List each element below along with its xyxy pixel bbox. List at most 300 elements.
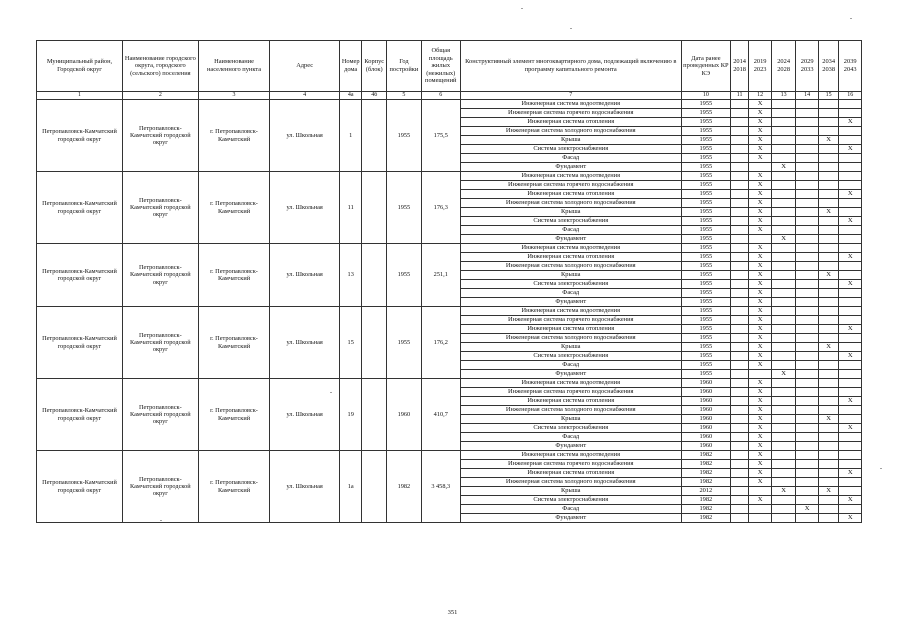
- cell-period-mark: [771, 262, 796, 271]
- cell-period-mark: X: [749, 397, 772, 406]
- cell-period-mark: [818, 289, 838, 298]
- cell-date-kr: 2012: [681, 487, 730, 496]
- scan-speck: [570, 28, 572, 29]
- cell-locality: г. Петропавловск-Камчатский: [198, 307, 270, 379]
- cell-date-kr: 1960: [681, 388, 730, 397]
- cell-period-mark: [796, 451, 819, 460]
- cell-period-mark: [771, 415, 796, 424]
- cell-element: Инженерная система водоотведения: [460, 100, 681, 109]
- cell-period-mark: X: [749, 271, 772, 280]
- cell-period-mark: X: [818, 415, 838, 424]
- cell-date-kr: 1955: [681, 190, 730, 199]
- cell-period-mark: [796, 217, 819, 226]
- cell-area: 175,5: [421, 100, 460, 172]
- cell-period-mark: [818, 262, 838, 271]
- cell-period-mark: [818, 388, 838, 397]
- table-row: [37, 244, 862, 253]
- cell-period-mark: [771, 145, 796, 154]
- cell-period-mark: X: [839, 190, 862, 199]
- cell-locality: г. Петропавловск-Камчатский: [198, 379, 270, 451]
- cell-period-mark: [839, 307, 862, 316]
- header-area: Общая площадь жилых (нежилых) помещений: [421, 41, 460, 92]
- cell-element: Инженерная система холодного водоснабжения: [460, 406, 681, 415]
- cell-date-kr: 1960: [681, 406, 730, 415]
- cell-period-mark: [818, 127, 838, 136]
- cell-year-built: 1955: [387, 100, 422, 172]
- cell-period-mark: [771, 154, 796, 163]
- cell-house-number: 15: [339, 307, 362, 379]
- cell-period-mark: [839, 379, 862, 388]
- cell-municipal: Петропавловск-Камчатский городской округ: [37, 244, 123, 307]
- table-row: [37, 100, 862, 109]
- cell-period-mark: [749, 235, 772, 244]
- cell-period-mark: [771, 397, 796, 406]
- column-number-row: [37, 92, 862, 100]
- cell-period-mark: [796, 370, 819, 379]
- cell-date-kr: 1955: [681, 298, 730, 307]
- cell-period-mark: X: [749, 469, 772, 478]
- cell-period-mark: [730, 361, 748, 370]
- cell-element: Крыша: [460, 208, 681, 217]
- cell-period-mark: [796, 424, 819, 433]
- cell-locality: г. Петропавловск-Камчатский: [198, 100, 270, 172]
- cell-period-mark: X: [818, 271, 838, 280]
- cell-period-mark: X: [749, 217, 772, 226]
- cell-period-mark: X: [818, 487, 838, 496]
- cell-date-kr: 1955: [681, 208, 730, 217]
- cell-element: Крыша: [460, 415, 681, 424]
- cell-element: Фасад: [460, 361, 681, 370]
- cell-element: Инженерная система водоотведения: [460, 379, 681, 388]
- column-number: 1: [37, 92, 123, 100]
- cell-period-mark: [818, 352, 838, 361]
- cell-element: Фундамент: [460, 163, 681, 172]
- cell-element: Фундамент: [460, 298, 681, 307]
- cell-period-mark: [839, 100, 862, 109]
- cell-settlement: Петропавловск-Камчатский городской округ: [122, 379, 198, 451]
- cell-period-mark: [730, 235, 748, 244]
- scan-speck: [521, 8, 523, 9]
- cell-date-kr: 1955: [681, 316, 730, 325]
- cell-settlement: Петропавловск-Камчатский городской округ: [122, 244, 198, 307]
- cell-element: Инженерная система отопления: [460, 253, 681, 262]
- column-number: 2: [122, 92, 198, 100]
- cell-date-kr: 1955: [681, 289, 730, 298]
- cell-period-mark: [818, 109, 838, 118]
- cell-element: Инженерная система горячего водоснабжения: [460, 460, 681, 469]
- header-period-2024: 2024 2028: [771, 41, 796, 92]
- cell-period-mark: [771, 298, 796, 307]
- cell-period-mark: X: [749, 316, 772, 325]
- cell-period-mark: [839, 442, 862, 451]
- cell-period-mark: [796, 262, 819, 271]
- cell-period-mark: [796, 325, 819, 334]
- cell-area: 176,3: [421, 172, 460, 244]
- cell-year-built: 1955: [387, 307, 422, 379]
- cell-period-mark: [796, 352, 819, 361]
- cell-period-mark: X: [749, 325, 772, 334]
- cell-period-mark: [839, 271, 862, 280]
- cell-period-mark: [730, 352, 748, 361]
- cell-period-mark: [771, 451, 796, 460]
- cell-period-mark: [839, 298, 862, 307]
- header-municipal: Муниципальный район, Городской округ: [37, 41, 123, 92]
- cell-period-mark: X: [818, 343, 838, 352]
- cell-period-mark: [771, 460, 796, 469]
- cell-period-mark: [839, 343, 862, 352]
- cell-period-mark: X: [749, 208, 772, 217]
- cell-period-mark: X: [771, 235, 796, 244]
- cell-period-mark: [818, 379, 838, 388]
- cell-element: Фасад: [460, 505, 681, 514]
- cell-date-kr: 1982: [681, 514, 730, 523]
- cell-period-mark: [771, 289, 796, 298]
- cell-period-mark: [771, 244, 796, 253]
- cell-house-number: 19: [339, 379, 362, 451]
- cell-date-kr: 1955: [681, 154, 730, 163]
- cell-period-mark: [839, 406, 862, 415]
- cell-period-mark: [839, 163, 862, 172]
- cell-settlement: Петропавловск-Камчатский городской округ: [122, 172, 198, 244]
- cell-period-mark: X: [749, 334, 772, 343]
- cell-period-mark: [839, 334, 862, 343]
- column-number: 10: [681, 92, 730, 100]
- cell-date-kr: 1955: [681, 163, 730, 172]
- cell-period-mark: [818, 478, 838, 487]
- cell-period-mark: [771, 478, 796, 487]
- cell-period-mark: X: [749, 352, 772, 361]
- cell-period-mark: X: [839, 145, 862, 154]
- cell-period-mark: X: [749, 496, 772, 505]
- cell-date-kr: 1955: [681, 253, 730, 262]
- cell-date-kr: 1960: [681, 397, 730, 406]
- cell-municipal: Петропавловск-Камчатский городской округ: [37, 172, 123, 244]
- cell-element: Система электроснабжения: [460, 217, 681, 226]
- cell-period-mark: [771, 379, 796, 388]
- cell-element: Инженерная система отопления: [460, 190, 681, 199]
- cell-period-mark: [730, 433, 748, 442]
- cell-period-mark: [818, 100, 838, 109]
- cell-element: Крыша: [460, 487, 681, 496]
- cell-element: Фасад: [460, 289, 681, 298]
- cell-period-mark: [730, 343, 748, 352]
- cell-element: Инженерная система отопления: [460, 118, 681, 127]
- header-settlement: Наименование городского округа, городского (сельского) поселения: [122, 41, 198, 92]
- cell-period-mark: [771, 433, 796, 442]
- cell-period-mark: X: [749, 127, 772, 136]
- cell-period-mark: [818, 235, 838, 244]
- cell-period-mark: X: [749, 280, 772, 289]
- cell-year-built: 1955: [387, 244, 422, 307]
- cell-period-mark: [796, 289, 819, 298]
- cell-period-mark: X: [749, 100, 772, 109]
- cell-period-mark: [730, 460, 748, 469]
- cell-period-mark: [818, 361, 838, 370]
- cell-date-kr: 1955: [681, 343, 730, 352]
- cell-period-mark: [796, 118, 819, 127]
- cell-date-kr: 1955: [681, 118, 730, 127]
- cell-period-mark: X: [749, 406, 772, 415]
- cell-period-mark: [818, 172, 838, 181]
- cell-period-mark: [839, 226, 862, 235]
- table-header: [37, 41, 862, 100]
- cell-block: [362, 244, 387, 307]
- cell-period-mark: [818, 253, 838, 262]
- cell-period-mark: [818, 334, 838, 343]
- cell-date-kr: 1955: [681, 334, 730, 343]
- cell-period-mark: [796, 406, 819, 415]
- cell-period-mark: X: [749, 433, 772, 442]
- cell-period-mark: X: [839, 397, 862, 406]
- cell-element: Фасад: [460, 154, 681, 163]
- cell-period-mark: [818, 424, 838, 433]
- cell-period-mark: [730, 172, 748, 181]
- cell-municipal: Петропавловск-Камчатский городской округ: [37, 379, 123, 451]
- cell-period-mark: [818, 118, 838, 127]
- cell-period-mark: [730, 154, 748, 163]
- cell-period-mark: [839, 415, 862, 424]
- column-number: 14: [796, 92, 819, 100]
- cell-period-mark: [839, 136, 862, 145]
- cell-period-mark: [839, 433, 862, 442]
- cell-block: [362, 172, 387, 244]
- cell-period-mark: [796, 379, 819, 388]
- cell-period-mark: [730, 487, 748, 496]
- cell-period-mark: [839, 289, 862, 298]
- cell-street: ул. Школьная: [270, 451, 340, 523]
- cell-period-mark: [771, 226, 796, 235]
- cell-period-mark: X: [749, 343, 772, 352]
- cell-period-mark: [839, 208, 862, 217]
- column-number: 4: [270, 92, 340, 100]
- cell-period-mark: [796, 136, 819, 145]
- cell-element: Система электроснабжения: [460, 145, 681, 154]
- cell-date-kr: 1955: [681, 172, 730, 181]
- cell-street: ул. Школьная: [270, 100, 340, 172]
- cell-period-mark: X: [818, 208, 838, 217]
- cell-period-mark: [818, 226, 838, 235]
- cell-period-mark: [818, 397, 838, 406]
- cell-date-kr: 1982: [681, 478, 730, 487]
- cell-locality: г. Петропавловск-Камчатский: [198, 244, 270, 307]
- header-locality: Наименование населенного пункта: [198, 41, 270, 92]
- cell-period-mark: [771, 442, 796, 451]
- cell-period-mark: [771, 325, 796, 334]
- cell-period-mark: [771, 469, 796, 478]
- cell-period-mark: [839, 262, 862, 271]
- cell-period-mark: [818, 469, 838, 478]
- cell-period-mark: [771, 181, 796, 190]
- cell-period-mark: [730, 118, 748, 127]
- cell-period-mark: [730, 379, 748, 388]
- cell-period-mark: [771, 217, 796, 226]
- cell-date-kr: 1955: [681, 325, 730, 334]
- cell-period-mark: [771, 127, 796, 136]
- cell-period-mark: [818, 316, 838, 325]
- cell-block: [362, 307, 387, 379]
- cell-period-mark: [818, 442, 838, 451]
- cell-area: 176,2: [421, 307, 460, 379]
- column-number: 16: [839, 92, 862, 100]
- column-number: 13: [771, 92, 796, 100]
- cell-period-mark: X: [749, 190, 772, 199]
- cell-period-mark: [818, 181, 838, 190]
- cell-date-kr: 1955: [681, 271, 730, 280]
- cell-period-mark: [771, 505, 796, 514]
- cell-period-mark: [730, 100, 748, 109]
- cell-period-mark: [839, 199, 862, 208]
- cell-period-mark: [730, 388, 748, 397]
- cell-element: Крыша: [460, 343, 681, 352]
- header-address: Адрес: [270, 41, 340, 92]
- cell-period-mark: X: [839, 118, 862, 127]
- cell-period-mark: [796, 235, 819, 244]
- cell-period-mark: [730, 271, 748, 280]
- cell-house-number: 11: [339, 172, 362, 244]
- cell-period-mark: [796, 226, 819, 235]
- cell-period-mark: [839, 109, 862, 118]
- cell-date-kr: 1982: [681, 469, 730, 478]
- cell-period-mark: [818, 433, 838, 442]
- cell-house-number: 1а: [339, 451, 362, 523]
- cell-period-mark: [839, 154, 862, 163]
- cell-element: Инженерная система холодного водоснабжения: [460, 199, 681, 208]
- cell-period-mark: [730, 208, 748, 217]
- header-element: Конструктивный элемент многоквартирного дома, подлежащий включению в программу капитального ремонта: [460, 41, 681, 92]
- cell-street: ул. Школьная: [270, 172, 340, 244]
- cell-period-mark: [818, 496, 838, 505]
- cell-period-mark: [771, 352, 796, 361]
- cell-period-mark: [818, 370, 838, 379]
- cell-street: ул. Школьная: [270, 244, 340, 307]
- cell-period-mark: X: [839, 352, 862, 361]
- cell-period-mark: [730, 244, 748, 253]
- cell-period-mark: X: [839, 496, 862, 505]
- cell-municipal: Петропавловск-Камчатский городской округ: [37, 451, 123, 523]
- cell-period-mark: [839, 370, 862, 379]
- cell-date-kr: 1955: [681, 352, 730, 361]
- header-house-number: Номер дома: [339, 41, 362, 92]
- column-number: 3: [198, 92, 270, 100]
- cell-block: [362, 100, 387, 172]
- cell-period-mark: [771, 136, 796, 145]
- cell-period-mark: [818, 298, 838, 307]
- cell-period-mark: [796, 244, 819, 253]
- cell-period-mark: [771, 280, 796, 289]
- cell-element: Инженерная система горячего водоснабжения: [460, 316, 681, 325]
- cell-period-mark: [771, 208, 796, 217]
- header-date-kr: Дата ранее проведенных КР КЭ: [681, 41, 730, 92]
- cell-element: Фундамент: [460, 514, 681, 523]
- cell-element: Система электроснабжения: [460, 280, 681, 289]
- cell-period-mark: [730, 226, 748, 235]
- cell-date-kr: 1955: [681, 145, 730, 154]
- cell-period-mark: X: [749, 109, 772, 118]
- cell-element: Инженерная система холодного водоснабжения: [460, 478, 681, 487]
- cell-street: ул. Школьная: [270, 307, 340, 379]
- cell-period-mark: [730, 415, 748, 424]
- cell-period-mark: [796, 343, 819, 352]
- cell-period-mark: [796, 307, 819, 316]
- cell-period-mark: [818, 190, 838, 199]
- cell-period-mark: X: [839, 424, 862, 433]
- cell-period-mark: [771, 316, 796, 325]
- cell-locality: г. Петропавловск-Камчатский: [198, 451, 270, 523]
- cell-element: Инженерная система холодного водоснабжения: [460, 127, 681, 136]
- cell-period-mark: [796, 397, 819, 406]
- cell-period-mark: [818, 244, 838, 253]
- cell-period-mark: [771, 307, 796, 316]
- cell-period-mark: [796, 253, 819, 262]
- cell-period-mark: [796, 154, 819, 163]
- cell-date-kr: 1955: [681, 100, 730, 109]
- cell-period-mark: [730, 316, 748, 325]
- cell-period-mark: [730, 442, 748, 451]
- cell-element: Инженерная система холодного водоснабжения: [460, 262, 681, 271]
- cell-element: Инженерная система водоотведения: [460, 244, 681, 253]
- cell-period-mark: [771, 199, 796, 208]
- cell-period-mark: [839, 244, 862, 253]
- cell-street: ул. Школьная: [270, 379, 340, 451]
- cell-date-kr: 1955: [681, 181, 730, 190]
- cell-period-mark: X: [749, 442, 772, 451]
- cell-period-mark: X: [839, 514, 862, 523]
- cell-settlement: Петропавловск-Камчатский городской округ: [122, 307, 198, 379]
- cell-period-mark: [796, 316, 819, 325]
- cell-date-kr: 1960: [681, 433, 730, 442]
- cell-date-kr: 1982: [681, 460, 730, 469]
- cell-period-mark: X: [749, 154, 772, 163]
- cell-period-mark: [771, 100, 796, 109]
- cell-period-mark: X: [749, 172, 772, 181]
- cell-period-mark: [796, 280, 819, 289]
- cell-period-mark: [730, 505, 748, 514]
- cell-period-mark: X: [749, 424, 772, 433]
- cell-period-mark: [730, 289, 748, 298]
- cell-period-mark: [839, 478, 862, 487]
- cell-period-mark: [839, 172, 862, 181]
- cell-period-mark: [818, 406, 838, 415]
- cell-period-mark: [771, 271, 796, 280]
- cell-period-mark: X: [749, 118, 772, 127]
- cell-period-mark: [796, 469, 819, 478]
- cell-period-mark: [771, 496, 796, 505]
- cell-period-mark: [771, 190, 796, 199]
- cell-period-mark: X: [749, 307, 772, 316]
- cell-period-mark: [796, 460, 819, 469]
- cell-period-mark: X: [771, 163, 796, 172]
- page-number: 351: [447, 609, 458, 616]
- cell-period-mark: [730, 262, 748, 271]
- cell-date-kr: 1955: [681, 244, 730, 253]
- document-sheet: [36, 40, 862, 523]
- cell-period-mark: [818, 163, 838, 172]
- table-row: [37, 307, 862, 316]
- cell-period-mark: [749, 163, 772, 172]
- scan-speck: [850, 18, 852, 19]
- cell-date-kr: 1960: [681, 424, 730, 433]
- cell-period-mark: [839, 505, 862, 514]
- cell-period-mark: [730, 298, 748, 307]
- cell-date-kr: 1955: [681, 235, 730, 244]
- cell-period-mark: [771, 172, 796, 181]
- cell-period-mark: [771, 388, 796, 397]
- cell-element: Фасад: [460, 226, 681, 235]
- cell-period-mark: [796, 298, 819, 307]
- cell-year-built: 1982: [387, 451, 422, 523]
- table-row: [37, 172, 862, 181]
- cell-period-mark: [730, 451, 748, 460]
